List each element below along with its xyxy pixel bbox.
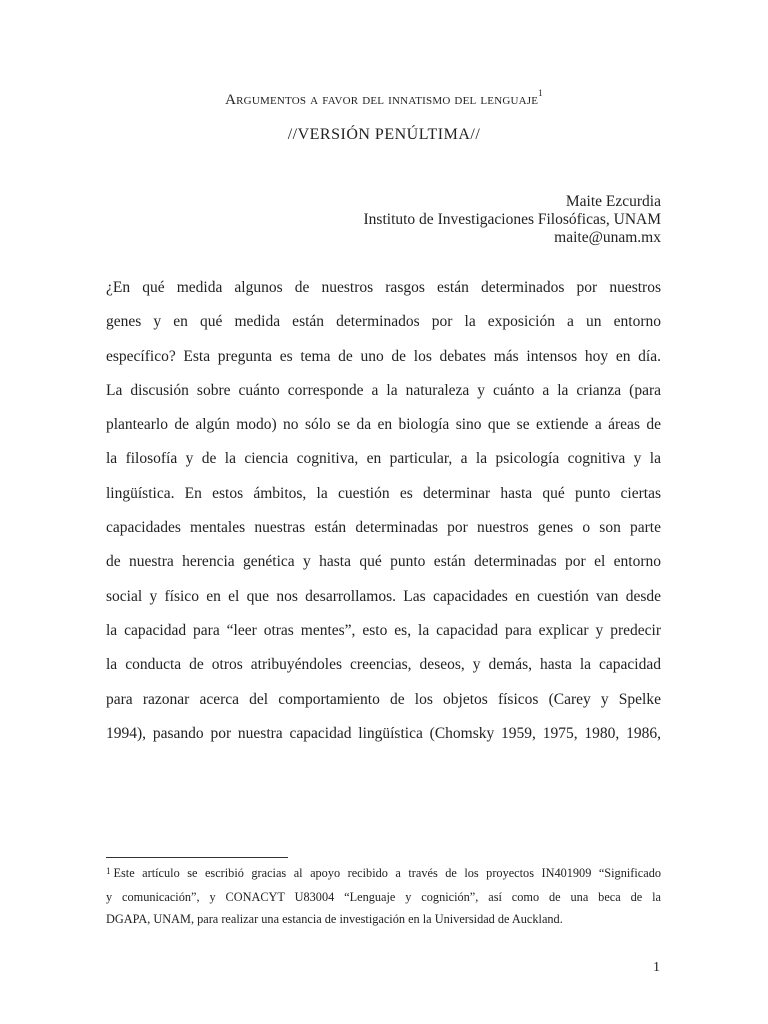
body-line	[106, 271, 661, 305]
body-line-text: 1994), pasando por nuestra capacidad lingüística (Chomsky 1959, 1975, 1980, 1986,	[106, 724, 661, 742]
body-line-text: la capacidad para “leer otras mentes”, esto es, la capacidad para explicar y predecir	[106, 621, 661, 639]
body-line-text: La discusión sobre cuánto corresponde a la naturaleza y cuánto a la crianza (para	[106, 381, 661, 399]
title-text: Argumentos a favor del innatismo del lenguaje	[225, 92, 539, 108]
footnote-line-text	[106, 862, 661, 886]
footnote-line	[106, 862, 661, 886]
footnote-line	[106, 908, 661, 931]
body-paragraph	[106, 271, 661, 751]
footnote-text: Este artículo se escribió gracias al apoyo recibido a través de los proyectos IN401909 “Significado	[113, 866, 661, 880]
body-line-text: específico? Esta pregunta es tema de uno de los debates más intensos hoy en día.	[106, 347, 661, 365]
body-line	[106, 442, 661, 476]
body-line-text: genes y en qué medida están determinados por la exposición a un entorno	[106, 313, 661, 331]
body-line	[106, 374, 661, 408]
body-line	[106, 717, 661, 751]
document-title	[0, 88, 768, 109]
author-affiliation: Instituto de Investigaciones Filosóficas, UNAM	[363, 211, 661, 228]
body-line	[106, 511, 661, 545]
author-email: maite@unam.mx	[554, 229, 661, 246]
footnote-line-text	[106, 908, 661, 931]
author-block	[364, 193, 661, 247]
body-line-text: ¿En qué medida algunos de nuestros rasgos están determinados por nuestros	[106, 279, 661, 296]
body-line	[106, 580, 661, 614]
footnote-mark: 1	[106, 866, 111, 876]
body-line-text: plantearlo de algún modo) no sólo se da en biología sino que se extiende a áreas de	[106, 416, 661, 434]
version-subtitle: //VERSIÓN PENÚLTIMA//	[287, 126, 481, 143]
footnote	[106, 862, 661, 931]
body-line-text: la conducta de otros atribuyéndoles creencias, deseos, y demás, hasta la capacidad	[106, 656, 661, 674]
body-line-text: la filosofía y de la ciencia cognitiva, en particular, a la psicología cognitiva y la	[106, 450, 661, 468]
body-line	[106, 305, 661, 339]
body-line-text: lingüística. En estos ámbitos, la cuestión es determinar hasta qué punto ciertas	[106, 484, 661, 502]
body-line	[106, 340, 661, 374]
body-line	[106, 477, 661, 511]
body-line-text: capacidades mentales nuestras están determinadas por nuestros genes o son parte	[106, 519, 661, 537]
body-line	[106, 614, 661, 648]
body-line	[106, 683, 661, 717]
footnote-text: y comunicación”, y CONACYT U83004 “Lenguaje y cognición”, así como de una beca de la	[106, 889, 661, 904]
body-line	[106, 408, 661, 442]
footnote-text: DGAPA, UNAM, para realizar una estancia de investigación en la Universidad de Auckland.	[106, 912, 563, 926]
body-line	[106, 545, 661, 579]
body-line-text: social y físico en el que nos desarrollamos. Las capacidades en cuestión van desde	[106, 587, 661, 605]
footnote-line	[106, 886, 661, 909]
author-name: Maite Ezcurdia	[565, 193, 661, 210]
body-line-text: para razonar acerca del comportamiento de los objetos físicos (Carey y Spelke	[106, 690, 661, 708]
body-line-text: de nuestra herencia genética y hasta qué punto están determinadas por el entorno	[106, 553, 661, 571]
page-number: 1	[653, 960, 660, 975]
footnote-line-text	[106, 886, 661, 909]
body-line	[106, 648, 661, 682]
footnote-separator	[106, 857, 288, 858]
title-footnote-mark[interactable]: 1	[538, 88, 543, 98]
